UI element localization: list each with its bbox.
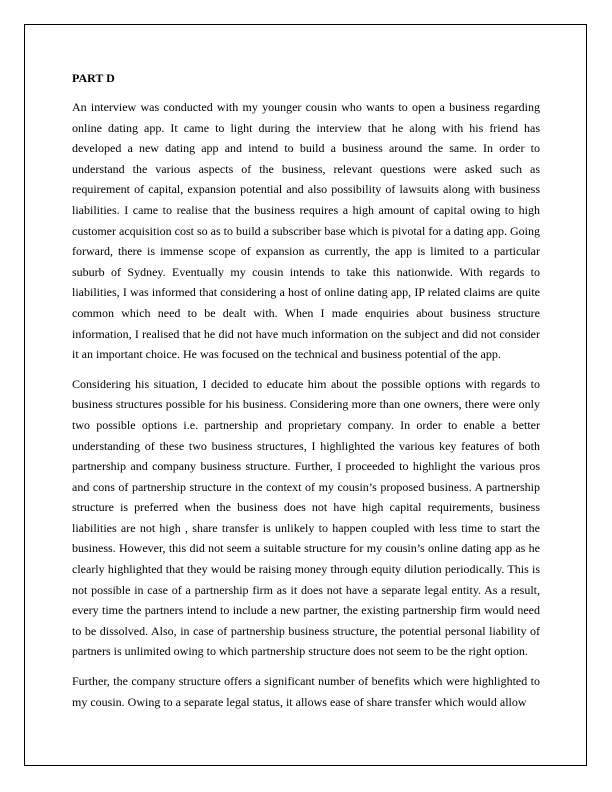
section-heading: PART D xyxy=(72,71,115,85)
paragraph-business-structures: Considering his situation, I decided to educate him about the possible options with regards to business structures possible for his business. Considering more than one owners, there were only two possible options i.e. partnership and proprietary company. In order to enable a better understanding of these two business structures, I highlighted the various key features of both partnership and company business structure. Further, I proceeded to highlight the various pros and cons of partnership structure in the context of my cousin’s proposed business. A partnership structure is preferred when the business does not have high capital requirements, business liabilities are not high , share transfer is unlikely to happen coupled with less time to start the business. However, this did not seem a suitable structure for my cousin’s online dating app as he clearly highlighted that they would be raising money through equity dilution periodically. This is not possible in case of a partnership firm as it does not have a separate legal entity. As a result, every time the partners intend to include a new partner, the existing partnership firm would need to be dissolved. Also, in case of partnership business structure, the potential personal liability of partners is unlimited owing to which partnership structure does not seem to be the right option. xyxy=(72,376,540,659)
paragraph-company-structure: Further, the company structure offers a significant number of benefits which were highlighted to my cousin. Owing to a separate legal status, it allows ease of share transfer which would allow xyxy=(72,674,540,709)
paragraph-interview: An interview was conducted with my younger cousin who wants to open a business regarding online dating app. It came to light during the interview that he along with his friend has developed a new dating app and intend to build a business around the same. In order to understand the various aspects of the business, relevant questions were asked such as requirement of capital, expansion potential and also possibility of lawsuits along with business liabilities. I came to realise that the business requires a high amount of capital owing to high customer acquisition cost so as to build a subscriber base which is pivotal for a dating app. Going forward, there is immense scope of expansion as currently, the app is limited to a particular suburb of Sydney. Eventually my cousin intends to take this nationwide. With regards to liabilities, I was informed that considering a host of online dating app, IP related claims are quite common which need to be dealt with. When I made enquiries about business structure information, I realised that he did not have much information on the subject and did not consider it an important choice. He was focused on the technical and business potential of the app. xyxy=(72,100,540,362)
document-body xyxy=(72,70,540,762)
